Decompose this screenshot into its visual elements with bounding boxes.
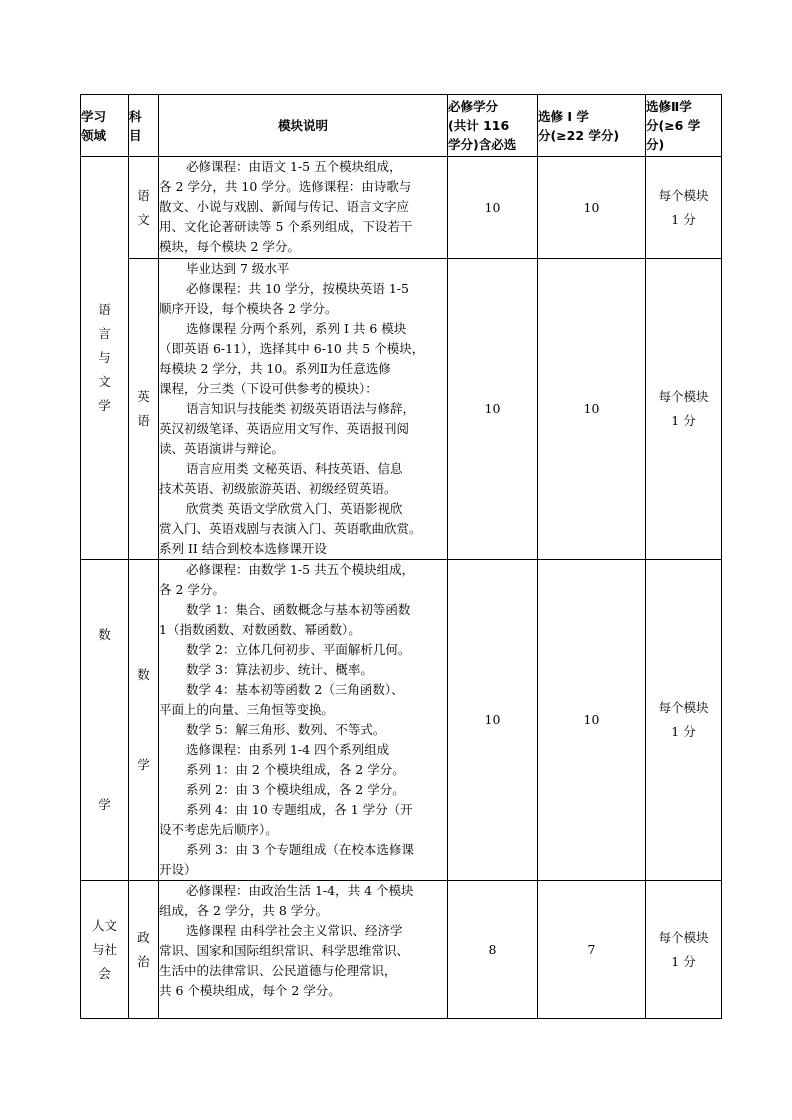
description-line: 各 2 学分，共 10 学分。选修课程：由诗歌与 [159,179,412,194]
header-required-credits: 必修学分 (共计 116 学分)含必选 [448,95,538,157]
description-line: 语言知识与技能类 初级英语语法与修辞， [186,401,415,416]
header-description: 模块说明 [159,95,448,157]
header-row [81,95,722,157]
header-domain: 学习 领域 [81,95,129,157]
required-credits-politics: 8 [448,881,538,1019]
description-line: 必修课程：由语文 1-5 五个模块组成， [186,159,402,174]
description-line: 常识、国家和国际组织常识、科学思维常识、 [159,943,410,958]
description-line: 生活中的法律常识、公民道德与伦理常识， [159,963,397,978]
domain-humanities: 人文 与社 会 [81,881,129,1019]
elective2-credits-chinese: 每个模块 1 分 [646,157,722,259]
elective2-credits-politics: 每个模块 1 分 [646,881,722,1019]
description-english [159,259,448,560]
description-line: 系列 2：由 3 个模块组成，各 2 学分。 [186,782,405,797]
description-line: 各 2 学分。 [159,582,225,597]
description-line: 语言应用类 文秘英语、科技英语、信息 [186,461,403,476]
description-line: 数学 5：解三角形、数列、不等式。 [186,722,386,737]
description-line: 数学 4：基本初等函数 2（三角函数）、 [186,682,404,697]
description-line: 必修课程：共 10 学分，按模块英语 1-5 [186,281,409,296]
description-chinese [159,157,448,259]
subject-english: 英 语 [129,259,159,560]
description-line: 组成，各 2 学分，共 8 学分。 [159,903,329,918]
table-row [81,157,722,259]
description-line: 必修课程：由数学 1-5 共五个模块组成， [186,562,415,577]
header-subject: 科 目 [129,95,159,157]
description-line: 选修课程 由科学社会主义常识、经济学 [186,923,403,938]
description-line: 赏入门、英语戏剧与表演入门、英语歌曲欣赏。 [159,521,422,536]
description-line: 系列 4：由 10 专题组成，各 1 学分（开 [186,802,413,817]
description-line: 数学 2：立体几何初步、平面解析几何。 [186,642,411,657]
description-line: 毕业达到 7 级水平 [186,261,290,276]
table-row [81,881,722,1019]
description-line: 开设） [159,862,197,877]
subject-chinese: 语 文 [129,157,159,259]
description-line: 系列 II 结合到校本选修课开设 [159,541,327,556]
description-line: 必修课程：由政治生活 1-4，共 4 个模块 [186,883,414,898]
description-line: （即英语 6-11），选择其中 6-10 共 5 个模块， [159,341,425,356]
description-line: 每模块 2 学分，共 10。系列Ⅱ为任意选修 [159,361,391,376]
description-line: 共 6 个模块组成，每个 2 学分。 [159,983,341,998]
description-line: 系列 3：由 3 个专题组成（在校本选修课 [186,842,414,857]
elective1-credits-politics: 7 [538,881,646,1019]
description-line: 课程，分三类（下设可供参考的模块）： [159,381,378,396]
required-credits-math: 10 [448,560,538,881]
description-line: 用、文化论著研读等 5 个系列组成，下设若干 [159,219,413,234]
description-line: 设不考虑先后顺序）。 [159,822,278,837]
domain-language: 语 言 与 文 学 [81,157,129,560]
description-line: 欣赏类 英语文学欣赏入门、英语影视欣 [186,501,403,516]
description-line: 数学 3：算法初步、统计、概率。 [186,662,373,677]
elective2-credits-math: 每个模块 1 分 [646,560,722,881]
required-credits-chinese: 10 [448,157,538,259]
description-line: 英汉初级笔译、英语应用文写作、英语报刊阅 [159,421,410,436]
table-row [81,560,722,881]
curriculum-table [80,94,722,1019]
description-line: 技术英语、初级旅游英语、初级经贸英语。 [159,481,397,496]
description-line: 读、英语演讲与辩论。 [159,441,285,456]
elective2-credits-english: 每个模块 1 分 [646,259,722,560]
description-line: 选修课程：由系列 1-4 四个系列组成 [186,742,390,757]
description-politics [159,881,448,1019]
description-line: 顺序开设，每个模块各 2 学分。 [159,301,338,316]
table-row [81,259,722,560]
description-line: 1（指数函数、对数函数、幂函数）。 [159,622,361,637]
description-line: 选修课程 分两个系列，系列 I 共 6 模块 [186,321,407,336]
subject-math: 数 学 [129,560,159,881]
description-line: 数学 1：集合、函数概念与基本初等函数 [186,602,411,617]
domain-math: 数 学 [81,560,129,881]
description-math [159,560,448,881]
header-elective1-credits: 选修 I 学 分(≥22 学分) [538,95,646,157]
header-elective2-credits: 选修Ⅱ学 分(≥6 学 分) [646,95,722,157]
elective1-credits-english: 10 [538,259,646,560]
subject-politics: 政 治 [129,881,159,1019]
description-line: 模块，每个模块 2 学分。 [159,239,300,254]
elective1-credits-math: 10 [538,560,646,881]
required-credits-english: 10 [448,259,538,560]
description-line: 平面上的向量、三角恒等变换。 [159,702,335,717]
description-line: 系列 1：由 2 个模块组成，各 2 学分。 [186,762,405,777]
description-line: 散文、小说与戏剧、新闻与传记、语言文字应 [159,199,410,214]
elective1-credits-chinese: 10 [538,157,646,259]
